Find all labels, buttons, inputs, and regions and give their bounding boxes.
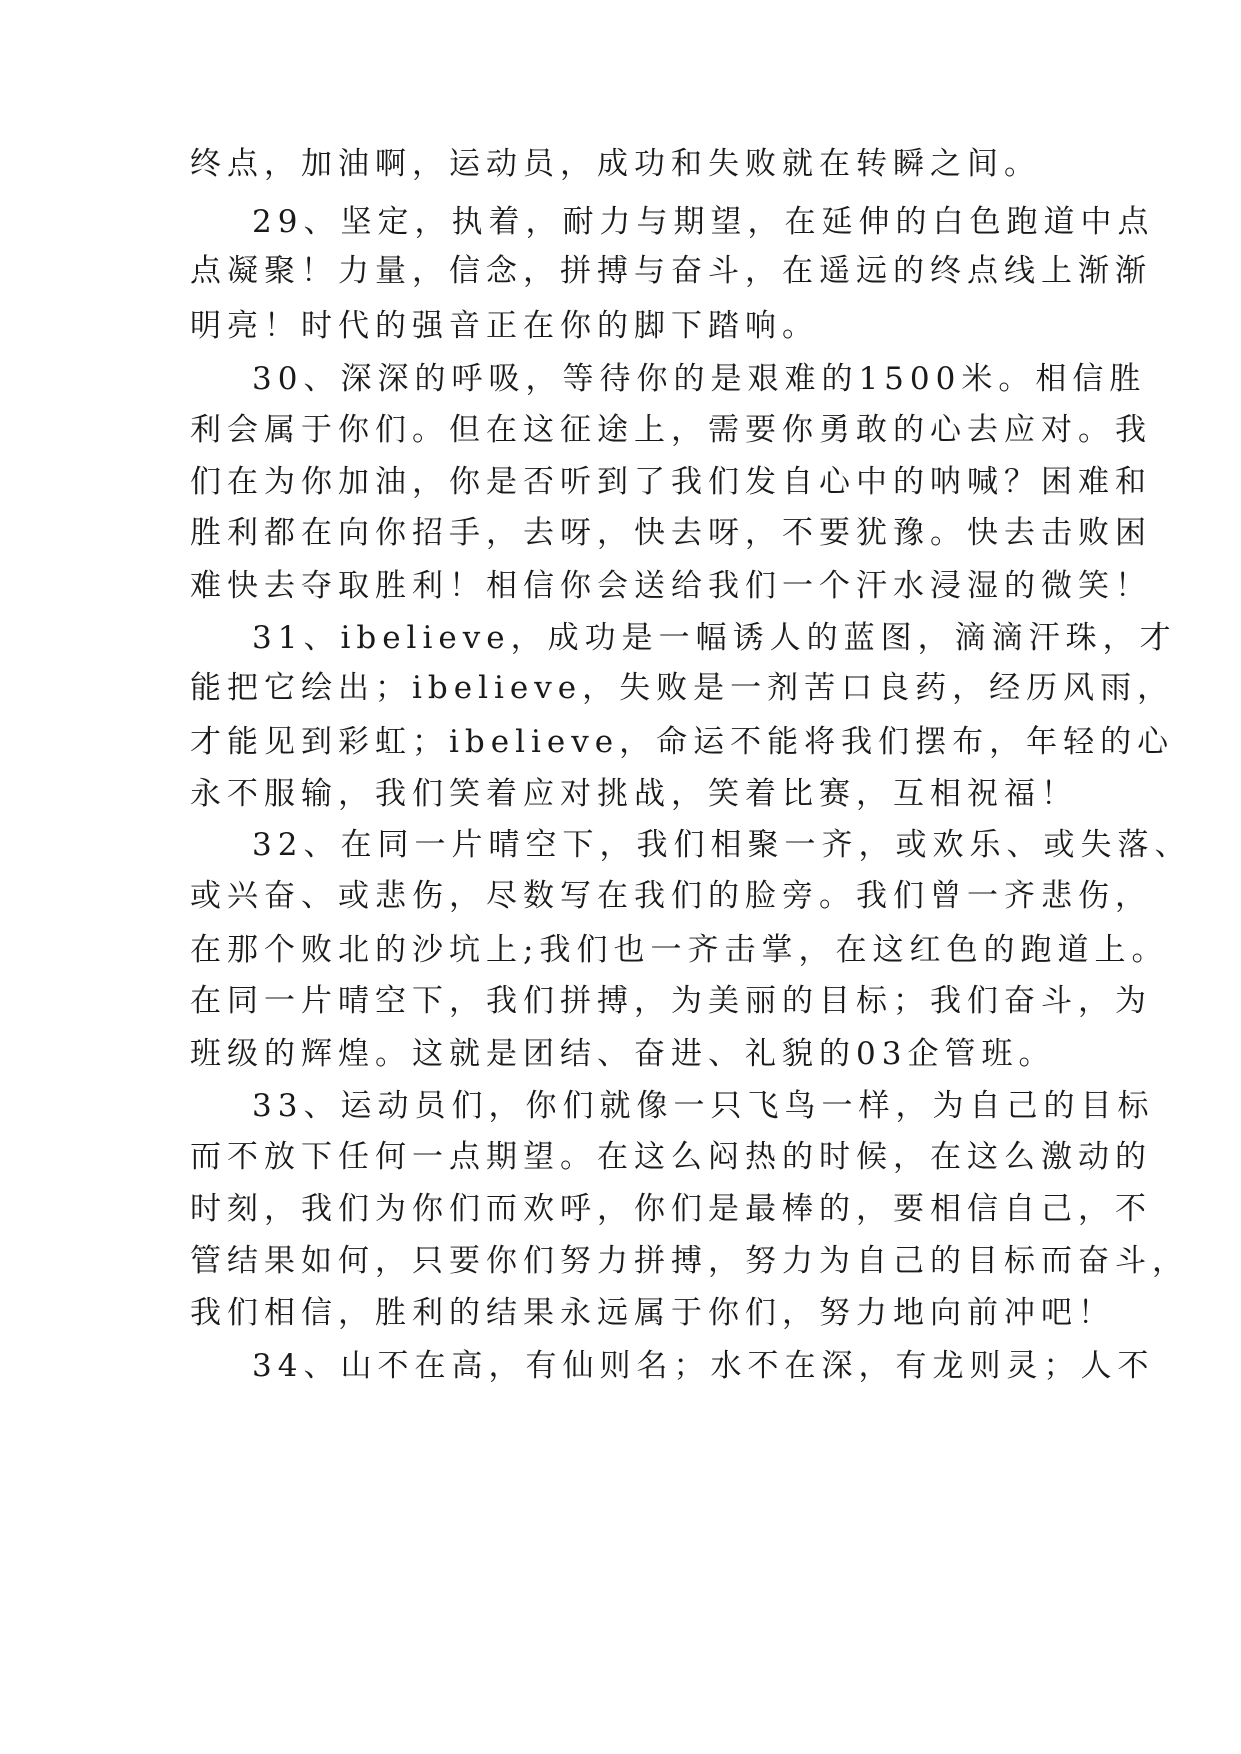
text-line: 才能见到彩虹；ibelieve，命运不能将我们摆布，年轻的心 [190,724,1175,760]
text-line: 利会属于你们。但在这征途上，需要你勇敢的心去应对。我 [190,412,1152,448]
text-line: 在同一片晴空下，我们拼搏，为美丽的目标；我们奋斗，为 [190,983,1152,1019]
paragraph-30-start: 30、深深的呼吸，等待你的是艰难的1500米。相信胜 [252,361,1147,397]
text-line: 永不服输，我们笑着应对挑战，笑着比赛，互相祝福！ [190,776,1078,812]
paragraph-32-start: 32、在同一片晴空下，我们相聚一齐，或欢乐、或失落、 [252,827,1192,863]
text-line: 明亮！时代的强音正在你的脚下踏响。 [190,308,819,344]
text-line: 我们相信，胜利的结果永远属于你们，努力地向前冲吧！ [190,1295,1115,1331]
text-line: 们在为你加油，你是否听到了我们发自心中的呐喊？困难和 [190,464,1152,500]
text-line: 在那个败北的沙坑上;我们也一齐击掌，在这红色的跑道上。 [190,932,1169,968]
text-line: 或兴奋、或悲伤，尽数写在我们的脸旁。我们曾一齐悲伤， [190,878,1152,914]
text-line: 能把它绘出；ibelieve，失败是一剂苦口良药，经历风雨， [190,670,1175,706]
paragraph-31-start: 31、ibelieve，成功是一幅诱人的蓝图，滴滴汗珠，才 [252,620,1177,656]
text-line: 点凝聚！力量，信念，拼搏与奋斗，在遥远的终点线上渐渐 [190,253,1152,289]
paragraph-33-start: 33、运动员们，你们就像一只飞鸟一样，为自己的目标 [252,1088,1155,1124]
text-line: 终点，加油啊，运动员，成功和失败就在转瞬之间。 [190,146,1041,182]
text-line: 班级的辉煌。这就是团结、奋进、礼貌的03企管班。 [190,1036,1056,1072]
text-line: 难快去夺取胜利！相信你会送给我们一个汗水浸湿的微笑！ [190,568,1152,604]
text-line: 时刻，我们为你们而欢呼，你们是最棒的，要相信自己，不 [190,1191,1152,1227]
text-line: 管结果如何，只要你们努力拼搏，努力为自己的目标而奋斗， [190,1243,1189,1279]
paragraph-34-start: 34、山不在高，有仙则名；水不在深，有龙则灵；人不 [252,1348,1155,1384]
paragraph-29-start: 29、坚定，执着，耐力与期望，在延伸的白色跑道中点 [252,204,1155,240]
text-line: 胜利都在向你招手，去呀，快去呀，不要犹豫。快去击败困 [190,515,1152,551]
text-line: 而不放下任何一点期望。在这么闷热的时候，在这么激动的 [190,1139,1152,1175]
